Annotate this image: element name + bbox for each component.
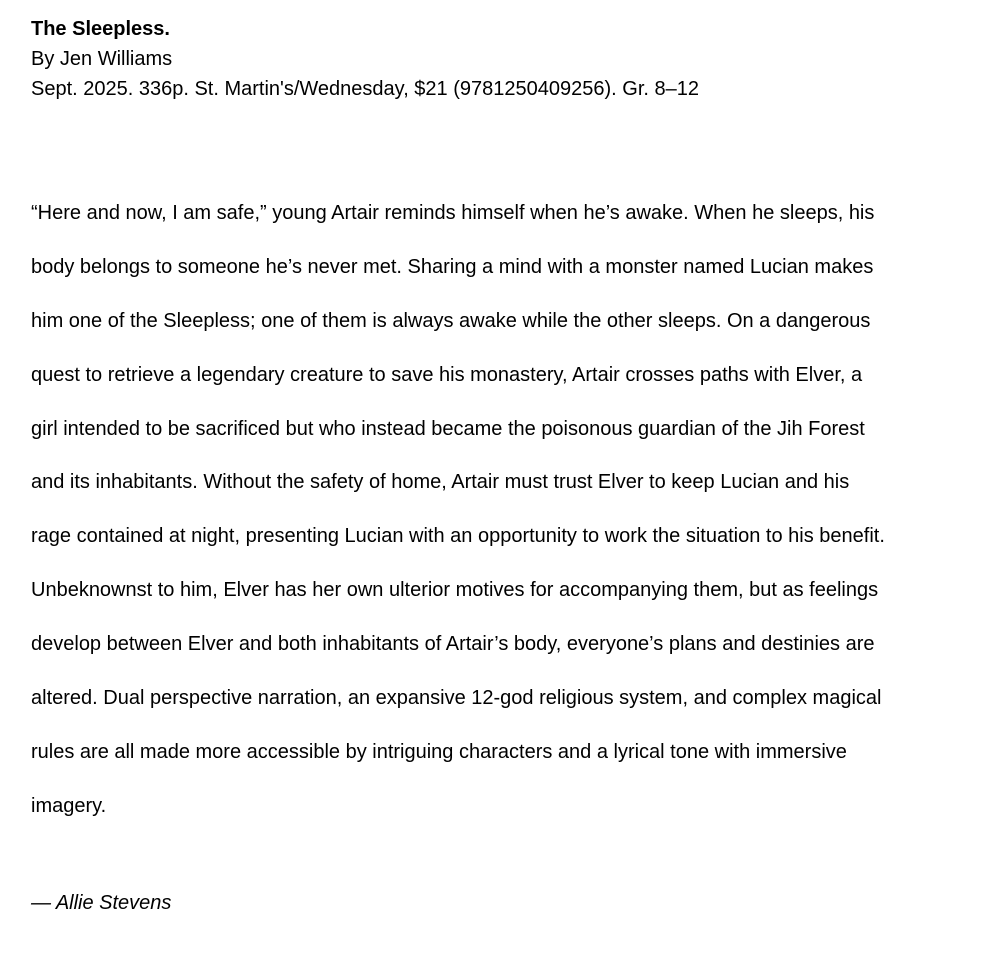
review-line: “Here and now, I am safe,” young Artair reminds himself when he’s awake. When he sleeps, his [31, 202, 875, 224]
reviewer-signature [31, 886, 171, 920]
publication-details: Sept. 2025. 336p. St. Martin's/Wednesday, $21 (9781250409256). Gr. 8–12 [31, 78, 699, 100]
book-header [31, 14, 971, 104]
review-line: develop between Elver and both inhabitants of Artair’s body, everyone’s plans and destinies are [31, 633, 875, 656]
review-body [31, 193, 976, 840]
review-line: rage contained at night, presenting Lucian with an opportunity to work the situation to his benefit. [31, 525, 885, 548]
review-line: girl intended to be sacrificed but who instead became the poisonous guardian of the Jih Forest [31, 417, 865, 440]
review-line: altered. Dual perspective narration, an expansive 12-god religious system, and complex magical [31, 687, 882, 710]
book-title: The Sleepless. [31, 18, 170, 40]
review-line: rules are all made more accessible by intriguing characters and a lyrical tone with immersive [31, 740, 847, 763]
review-line: Unbeknownst to him, Elver has her own ulterior motives for accompanying them, but as feelings [31, 579, 879, 602]
book-author: By Jen Williams [31, 48, 173, 70]
review-line: imagery. [31, 794, 107, 817]
review-line: quest to retrieve a legendary creature to save his monastery, Artair crosses paths with Elver, a [31, 363, 863, 386]
review-line: him one of the Sleepless; one of them is always awake while the other sleeps. On a dangerous [31, 309, 871, 332]
review-line: and its inhabitants. Without the safety of home, Artair must trust Elver to keep Lucian and his [31, 471, 850, 494]
reviewer-name: — Allie Stevens [31, 892, 172, 914]
review-line: body belongs to someone he’s never met. Sharing a mind with a monster named Lucian makes [31, 255, 874, 278]
